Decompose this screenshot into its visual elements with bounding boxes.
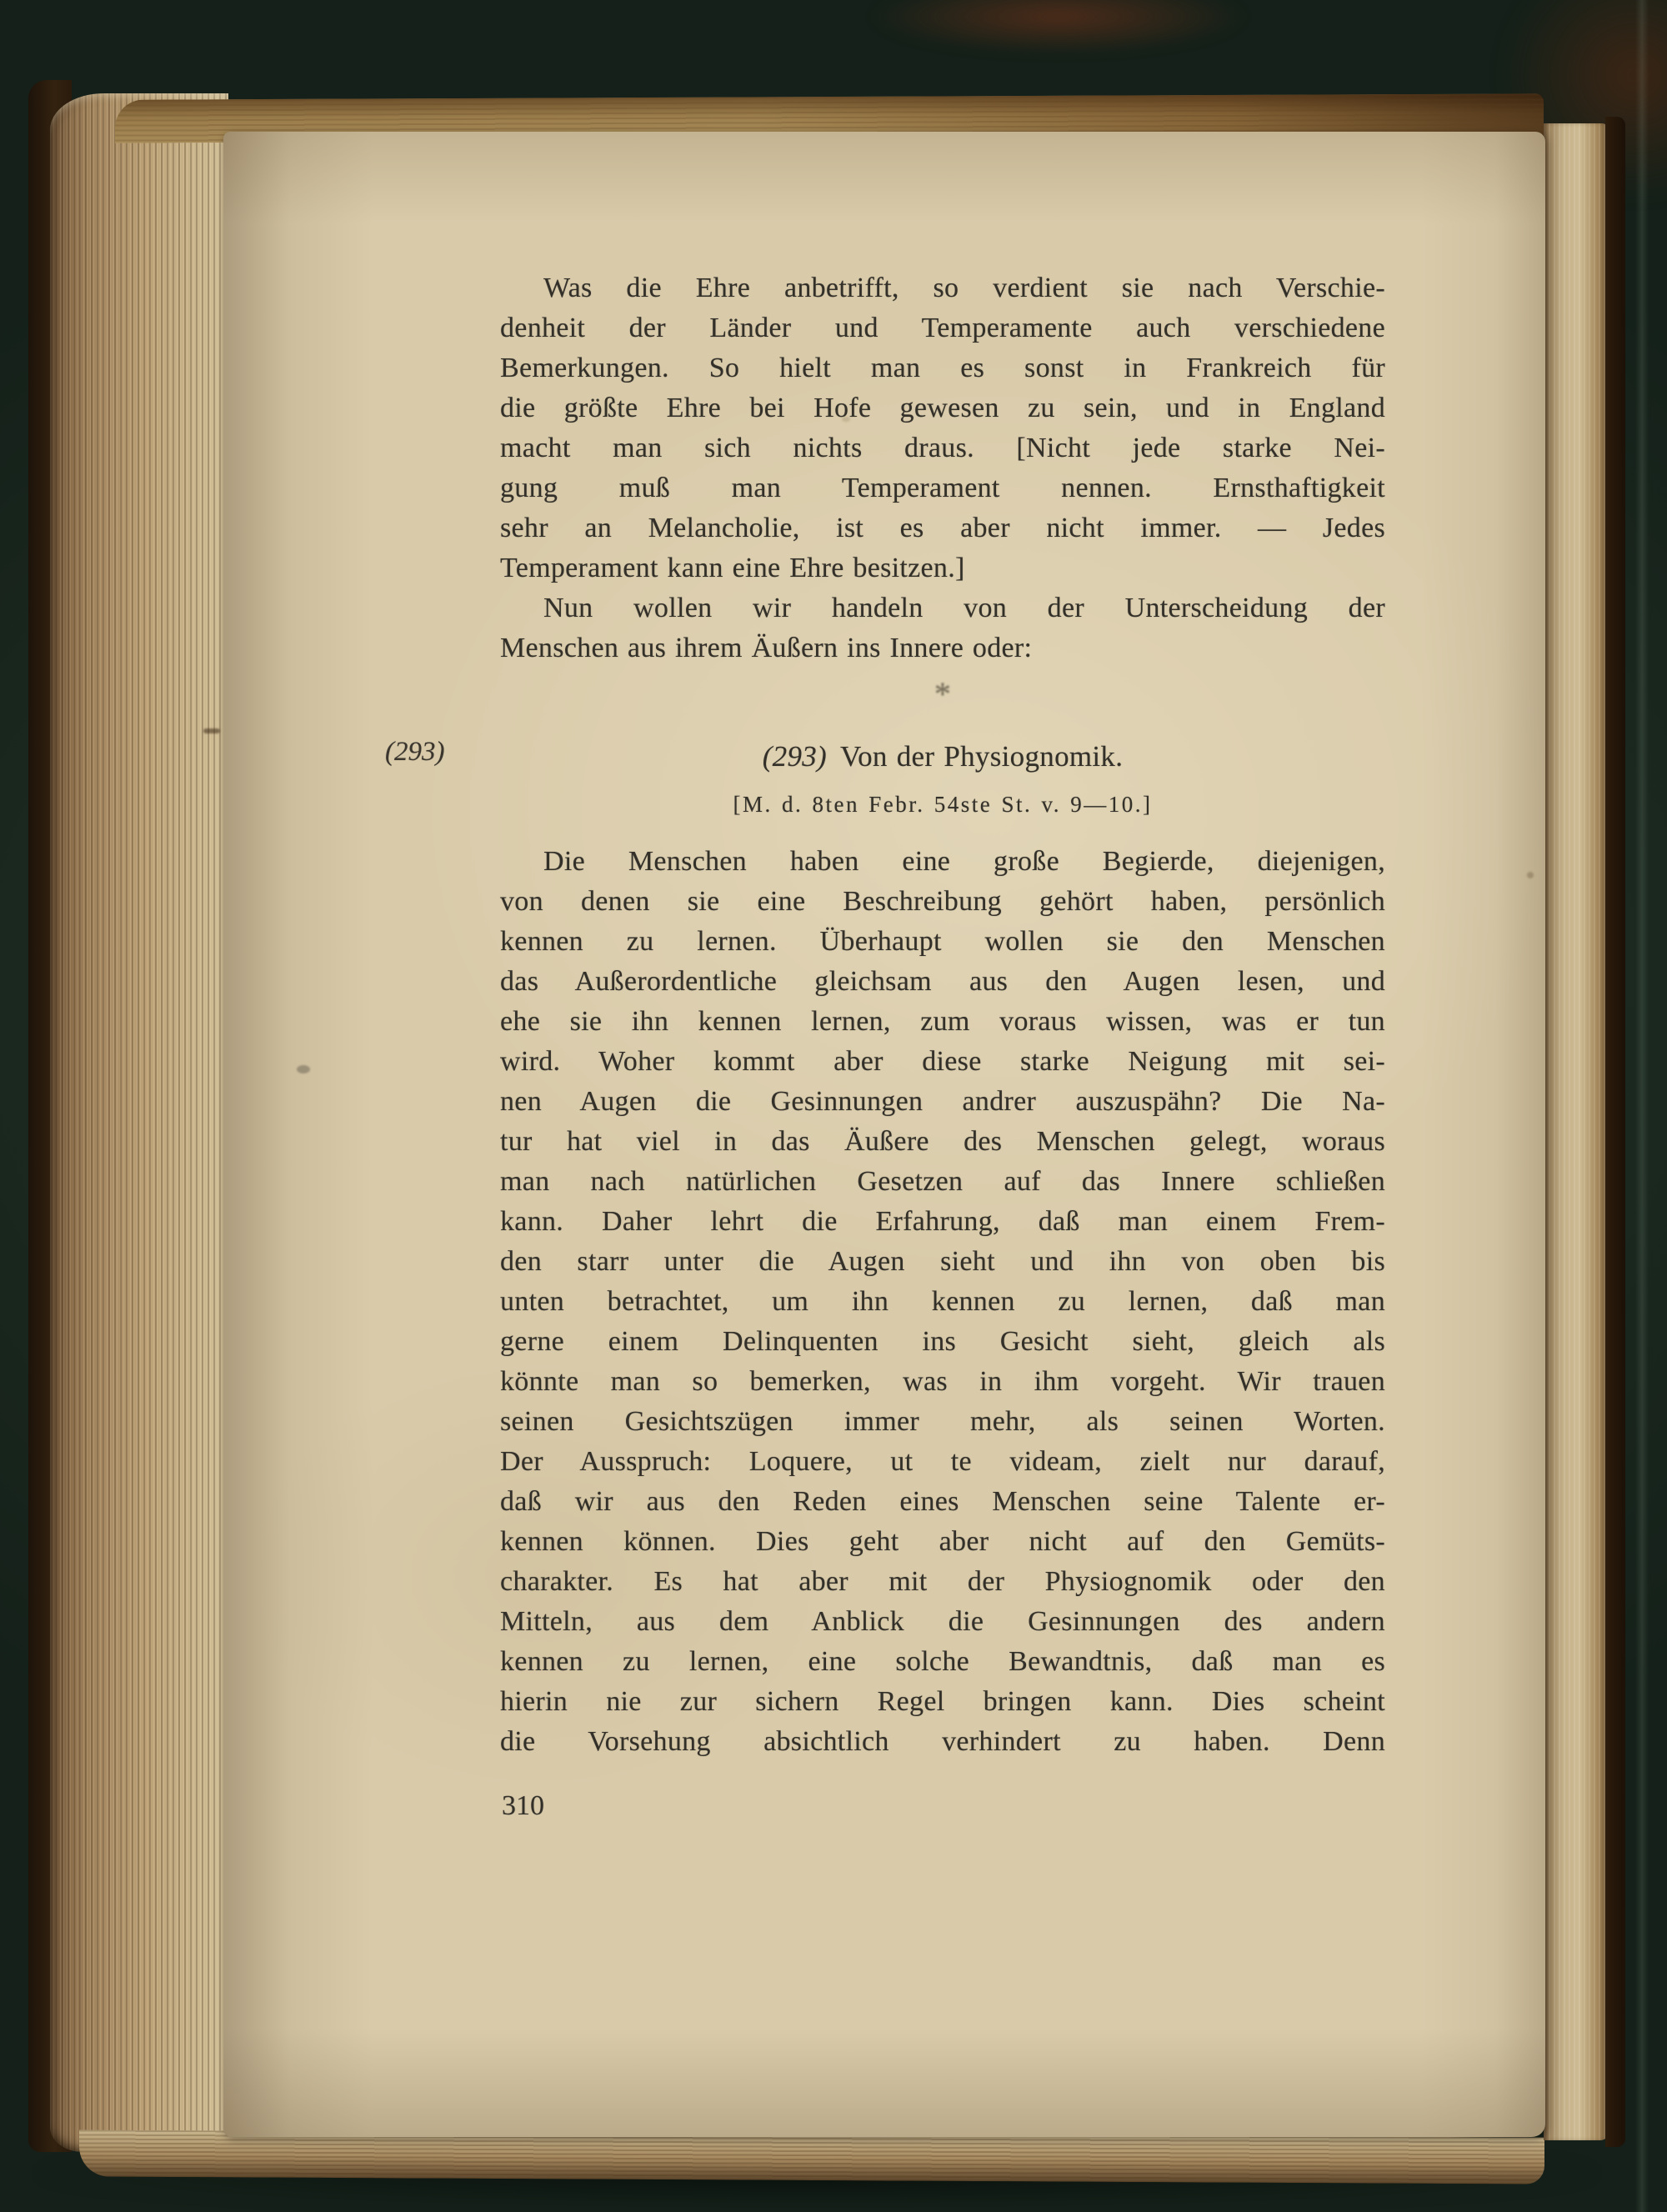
text-line: von denen sie eine Beschreibung gehört haben, persönlich xyxy=(500,886,1385,917)
page-text-block xyxy=(500,268,1385,1762)
text-line: Der Ausspruch: Loquere, ut te videam, zielt nur darauf, xyxy=(500,1446,1385,1477)
text-line: könnte man so bemerken, was in ihm vorgeht. Wir trauen xyxy=(500,1366,1385,1397)
text-line: sehr an Melancholie, ist es aber nicht immer. — Jedes xyxy=(500,513,1385,543)
text-line: Menschen aus ihrem Äußern ins Innere oder: xyxy=(500,633,1033,663)
text-line: die Vorsehung absichtlich verhindert zu haben. Denn xyxy=(500,1726,1385,1757)
scan-artifact-speck xyxy=(203,728,220,733)
text-line: den starr unter die Augen sieht und ihn von oben bis xyxy=(500,1246,1385,1277)
text-line: Mitteln, aus dem Anblick die Gesinnungen des andern xyxy=(500,1606,1385,1637)
scan-artifact-speck xyxy=(297,1065,310,1073)
text-line: wird. Woher kommt aber diese starke Neigung mit sei- xyxy=(500,1046,1385,1077)
background-shadow-top xyxy=(867,0,1250,55)
section-heading xyxy=(500,737,1385,777)
section-subheading: [M. d. 8ten Febr. 54ste St. v. 9—10.] xyxy=(733,792,1153,817)
text-line: kennen zu lernen, eine solche Bewandtnis, daß man es xyxy=(500,1646,1385,1677)
text-line: hierin nie zur sichern Regel bringen kann. Dies scheint xyxy=(500,1686,1385,1717)
text-line: ehe sie ihn kennen lernen, zum voraus wissen, was er tun xyxy=(500,1006,1385,1037)
scan-artifact-speck xyxy=(1527,872,1534,878)
text-line: Bemerkungen. So hielt man es sonst in Frankreich für xyxy=(500,353,1385,383)
margin-note: (293) xyxy=(385,737,445,767)
text-line: nen Augen die Gesinnungen andrer auszuspähn? Die Na- xyxy=(500,1086,1385,1117)
section-title: Von der Physiognomik. xyxy=(840,740,1124,773)
paragraph-transition xyxy=(500,588,1385,668)
text-line: Temperament kann eine Ehre besitzen.] xyxy=(500,553,965,583)
paragraph-physiognomik xyxy=(500,842,1385,1762)
text-line: die größte Ehre bei Hofe gewesen zu sein, und in England xyxy=(500,393,1385,423)
text-line: seinen Gesichtszügen immer mehr, als seinen Worten. xyxy=(500,1406,1385,1437)
book-cover-right-edge xyxy=(1605,117,1625,2147)
text-line: kann. Daher lehrt die Erfahrung, daß man einem Frem- xyxy=(500,1206,1385,1237)
text-line: man nach natürlichen Gesetzen auf das Innere schließen xyxy=(500,1166,1385,1197)
scan-artifact-speck xyxy=(842,417,850,422)
text-line: kennen zu lernen. Überhaupt wollen sie den Menschen xyxy=(500,926,1385,957)
text-line: Die Menschen haben eine große Begierde, diejenigen, xyxy=(543,846,1385,877)
page-number: 310 xyxy=(502,1790,544,1821)
page-stack-bottom-edge xyxy=(79,2129,1544,2184)
text-line: das Außerordentliche gleichsam aus den Augen lesen, und xyxy=(500,966,1385,997)
page-stack-left-edge xyxy=(50,93,228,2152)
text-line: denheit der Länder und Temperamente auch verschiedene xyxy=(500,313,1385,343)
text-line: kennen können. Dies geht aber nicht auf den Gemüts- xyxy=(500,1526,1385,1557)
text-line: daß wir aus den Reden eines Menschen seine Talente er- xyxy=(500,1486,1385,1517)
section-divider-ornament: * xyxy=(934,675,952,713)
text-line: gerne einem Delinquenten ins Gesicht sieht, gleich als xyxy=(500,1326,1385,1357)
text-line: Nun wollen wir handeln von der Unterscheidung der xyxy=(543,593,1385,623)
text-line: tur hat viel in das Äußere des Menschen gelegt, woraus xyxy=(500,1126,1385,1157)
facing-page-edge xyxy=(1544,123,1609,2140)
text-line: macht man sich nichts draus. [Nicht jede starke Nei- xyxy=(500,433,1385,463)
text-line: unten betrachtet, um ihn kennen zu lernen, daß man xyxy=(500,1286,1385,1317)
text-line: Was die Ehre anbetrifft, so verdient sie nach Verschie- xyxy=(543,273,1385,303)
text-line: gung muß man Temperament nennen. Ernsthaftigkeit xyxy=(500,473,1385,503)
text-line: charakter. Es hat aber mit der Physiognomik oder den xyxy=(500,1566,1385,1597)
section-number: (293) xyxy=(762,740,828,773)
paragraph-ehre xyxy=(500,268,1385,588)
background-light-streak xyxy=(1635,0,1649,2212)
